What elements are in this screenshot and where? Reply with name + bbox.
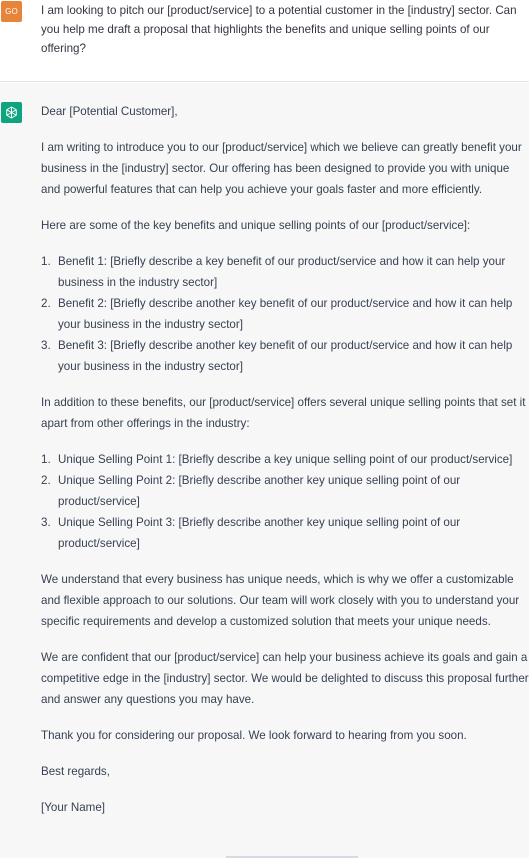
confidence-paragraph: We are confident that our [product/service] can help your business achieve its goals and gain a competitive edge in the [industry] sector. We would be delighted to discuss this proposal further and answer any questions you may have. [41,651,529,706]
letter-signature: [Your Name] [41,801,106,814]
usp-list [41,449,529,554]
user-message-text: I am looking to pitch our [product/service] to a potential customer in the [industry] sector. Can you help me draft a proposal that highlights the benefits and unique selling points of our offering? [41,4,517,55]
openai-logo-glyph [4,105,19,120]
benefits-list [41,251,529,377]
usp-intro: In addition to these benefits, our [product/service] offers several unique selling points that set it apart from other offerings in the industry: [41,396,526,430]
letter-greeting: Dear [Potential Customer], [41,105,178,118]
list-item: 3. Unique Selling Point 3: [Briefly describe another key unique selling point of our product/service] [41,516,461,550]
assistant-message-row [0,83,529,858]
openai-logo-icon [1,102,22,123]
user-message-row [0,0,529,82]
user-avatar: GO [1,1,22,22]
assistant-message-content [41,101,529,833]
list-item: 1. Benefit 1: [Briefly describe a key benefit of our product/service and how it can help your business in the industry sector] [41,255,506,289]
list-item: 2. Unique Selling Point 2: [Briefly describe another key unique selling point of our product/service] [41,474,461,508]
letter-closing: Best regards, [41,765,110,778]
benefits-intro: Here are some of the key benefits and unique selling points of our [product/service]: [41,219,471,232]
list-item: 2. Benefit 2: [Briefly describe another key benefit of our product/service and how it can help your business in the industry sector] [41,297,513,331]
list-item: 1. Unique Selling Point 1: [Briefly describe a key unique selling point of our product/service] [41,453,513,466]
letter-intro: I am writing to introduce you to our [product/service] which we believe can greatly benefit your business in the [industry] sector. Our offering has been designed to provide you with unique and powerful features that can help you achieve your goals faster and more efficiently. [41,141,522,196]
list-item: 3. Benefit 3: [Briefly describe another key benefit of our product/service and how it can help your business in the industry sector] [41,339,513,373]
customization-paragraph: We understand that every business has unique needs, which is why we offer a customizable and flexible approach to our solutions. Our team will work closely with you to understand your specific requirements and develop a customized solution that meets your unique needs. [41,573,520,628]
thanks-paragraph: Thank you for considering our proposal. We look forward to hearing from you soon. [41,729,467,742]
